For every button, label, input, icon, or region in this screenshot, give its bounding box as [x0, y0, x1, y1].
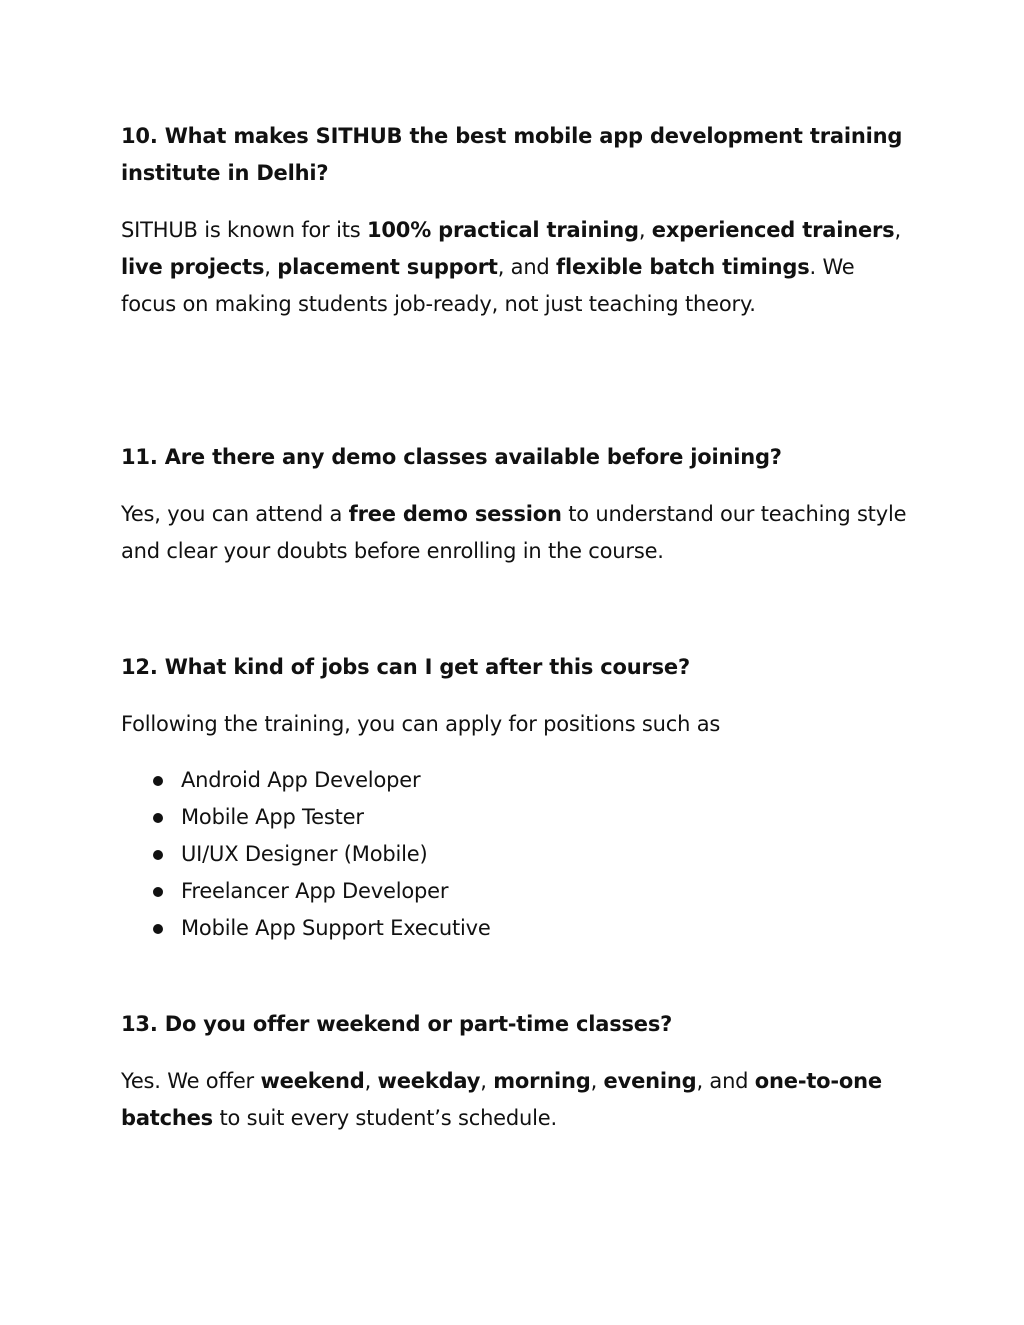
- text-run: Following the training, you can apply for positions such as: [121, 712, 721, 736]
- text-run: , and: [696, 1069, 755, 1093]
- list-item-text: Freelancer App Developer: [181, 879, 449, 903]
- bold-text: 100% practical training: [366, 218, 639, 242]
- faq-answer-13: [121, 1063, 911, 1137]
- text-run: ,: [590, 1069, 604, 1093]
- bold-text: flexible batch timings: [556, 255, 810, 279]
- text-run: ,: [364, 1069, 378, 1093]
- bold-text: weekend: [260, 1069, 365, 1093]
- list-item: [121, 762, 491, 799]
- bullet-icon: [153, 776, 163, 786]
- list-item: [121, 873, 491, 910]
- faq-question-10: 10. What makes SITHUB the best mobile app development training institute in Delhi?: [121, 124, 903, 185]
- list-item-text: Mobile App Tester: [181, 805, 364, 829]
- job-positions-list: [121, 762, 491, 947]
- faq-question-11: 11. Are there any demo classes available before joining?: [121, 445, 782, 469]
- text-run: Yes. We offer: [121, 1069, 261, 1093]
- bold-text: free demo session: [348, 502, 562, 526]
- text-run: . We focus on making students job-ready, not just teaching theory.: [121, 255, 855, 316]
- bold-text: evening: [603, 1069, 697, 1093]
- text-run: to suit every student’s schedule.: [212, 1106, 557, 1130]
- faq-answer-12: [121, 706, 921, 743]
- list-item-text: Android App Developer: [181, 768, 421, 792]
- bullet-icon: [153, 850, 163, 860]
- faq-answer-10: [121, 212, 911, 323]
- faq-answer-11: [121, 496, 911, 570]
- text-run: to understand our teaching style and clear your doubts before enrolling in the course.: [121, 502, 907, 563]
- bullet-icon: [153, 813, 163, 823]
- text-run: ,: [894, 218, 901, 242]
- bold-text: one-to-one batches: [121, 1069, 882, 1130]
- bold-text: placement support: [277, 255, 498, 279]
- text-run: Yes, you can attend a: [121, 502, 349, 526]
- faq-question-12: 12. What kind of jobs can I get after this course?: [121, 655, 690, 679]
- bold-text: morning: [493, 1069, 591, 1093]
- text-run: ,: [480, 1069, 494, 1093]
- list-item-text: Mobile App Support Executive: [181, 916, 491, 940]
- list-item-text: UI/UX Designer (Mobile): [181, 842, 428, 866]
- bullet-icon: [153, 924, 163, 934]
- bold-text: experienced trainers: [651, 218, 895, 242]
- text-run: , and: [497, 255, 557, 279]
- bold-text: live projects: [121, 255, 265, 279]
- list-item: [121, 836, 491, 873]
- text-run: ,: [638, 218, 652, 242]
- bold-text: weekday: [377, 1069, 481, 1093]
- text-run: ,: [264, 255, 278, 279]
- text-run: SITHUB is known for its: [121, 218, 367, 242]
- list-item: [121, 799, 491, 836]
- bullet-icon: [153, 887, 163, 897]
- faq-question-13: 13. Do you offer weekend or part-time classes?: [121, 1012, 673, 1036]
- list-item: [121, 910, 491, 947]
